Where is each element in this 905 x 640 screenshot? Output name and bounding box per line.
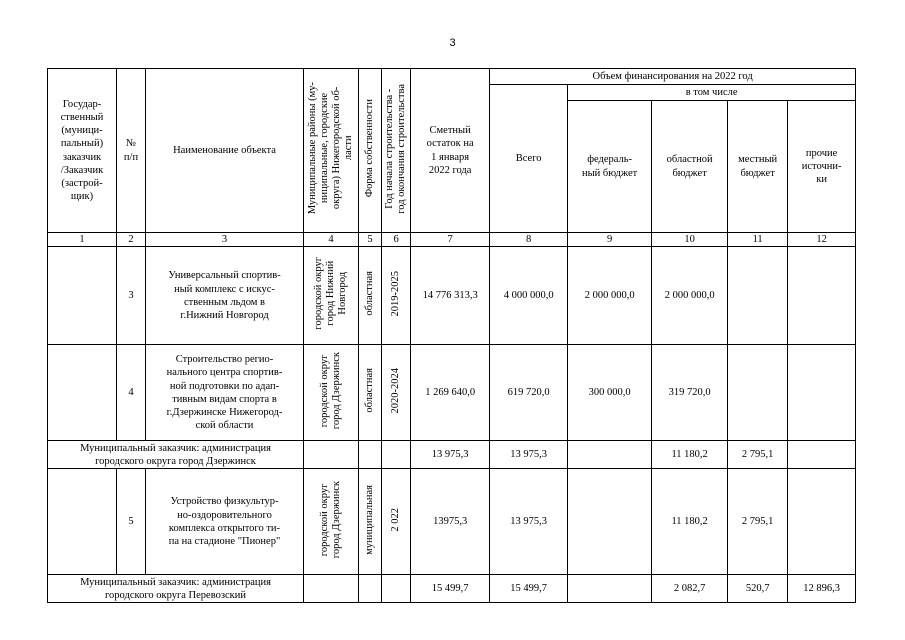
years: 2020-2024 [382,345,411,441]
other [788,469,856,575]
header-years: Год начала строительства - год окончания строительства [382,69,411,233]
header-funding-title: Объем финансирования на 2022 год [490,69,856,85]
object-name: Устройство физкультур- но-оздоровительного комплекса открытого ти- па на стадионе "Пионер" [146,469,304,575]
header-district: Муниципальные районы (му- ниципальные, городские округа) Нижегородской об- ласти [304,69,359,233]
ownership: муниципальная [359,469,382,575]
customer-label: Муниципальный заказчик: администрация городского округа Перевозский [48,575,304,603]
other [788,441,856,469]
col-num: 6 [382,233,411,247]
object-name: Строительство регио- нального центра спортив- ной подготовки по адап- тивным видам спорта в г.Дзержинске Нижегород- ской области [146,345,304,441]
object-name: Универсальный спортив- ный комплекс с искус- ственным льдом в г.Нижний Новгород [146,247,304,345]
col-num: 10 [652,233,728,247]
row-number: 4 [117,345,146,441]
balance: 14 776 313,3 [411,247,490,345]
header-including: в том числе [568,85,856,101]
col-num: 1 [48,233,117,247]
col-num: 7 [411,233,490,247]
regional: 11 180,2 [652,441,728,469]
table-row [48,247,856,345]
federal [568,469,652,575]
ownership [359,575,382,603]
total: 619 720,0 [490,345,568,441]
regional: 319 720,0 [652,345,728,441]
col-num: 12 [788,233,856,247]
total: 4 000 000,0 [490,247,568,345]
customer-row [48,441,856,469]
district: городской округ город Дзержинск [304,469,359,575]
column-number-row [48,233,856,247]
col-num: 9 [568,233,652,247]
customer-label: Муниципальный заказчик: администрация городского округа город Дзержинск [48,441,304,469]
balance: 15 499,7 [411,575,490,603]
regional: 2 082,7 [652,575,728,603]
federal: 300 000,0 [568,345,652,441]
local: 520,7 [728,575,788,603]
years [382,441,411,469]
header-ownership: Форма собственности [359,69,382,233]
ownership [359,441,382,469]
federal: 2 000 000,0 [568,247,652,345]
ownership: областная [359,345,382,441]
col-num: 8 [490,233,568,247]
other: 12 896,3 [788,575,856,603]
table-row [48,469,856,575]
row-number: 3 [117,247,146,345]
header-federal: федераль- ный бюджет [568,101,652,233]
col-num: 2 [117,233,146,247]
balance: 13975,3 [411,469,490,575]
header-total: Всего [490,85,568,233]
years: 2019-2025 [382,247,411,345]
col-num: 4 [304,233,359,247]
district [304,575,359,603]
local [728,247,788,345]
header-number: № п/п [117,69,146,233]
header-other: прочие источни- ки [788,101,856,233]
local: 2 795,1 [728,441,788,469]
funding-table [47,68,856,603]
other [788,345,856,441]
customer-cell [48,469,117,575]
header-balance: Сметный остаток на 1 января 2022 года [411,69,490,233]
district [304,441,359,469]
customer-cell [48,247,117,345]
customer-cell [48,345,117,441]
balance: 1 269 640,0 [411,345,490,441]
total: 15 499,7 [490,575,568,603]
row-number: 5 [117,469,146,575]
col-num: 5 [359,233,382,247]
total: 13 975,3 [490,441,568,469]
federal [568,441,652,469]
balance: 13 975,3 [411,441,490,469]
header-local: местный бюджет [728,101,788,233]
years: 2 022 [382,469,411,575]
regional: 11 180,2 [652,469,728,575]
regional: 2 000 000,0 [652,247,728,345]
col-num: 11 [728,233,788,247]
federal [568,575,652,603]
district: городской округ город Нижний Новгород [304,247,359,345]
table-row [48,345,856,441]
header-regional: областной бюджет [652,101,728,233]
total: 13 975,3 [490,469,568,575]
local: 2 795,1 [728,469,788,575]
other [788,247,856,345]
local [728,345,788,441]
col-num: 3 [146,233,304,247]
header-object-name: Наименование объекта [146,69,304,233]
years [382,575,411,603]
ownership: областная [359,247,382,345]
district: городской округ город Дзержинск [304,345,359,441]
customer-row [48,575,856,603]
page-number: 3 [449,37,456,49]
header-customer: Государ- ственный (муници- пальный) заказчик /Заказчик (застрой- щик) [48,69,117,233]
